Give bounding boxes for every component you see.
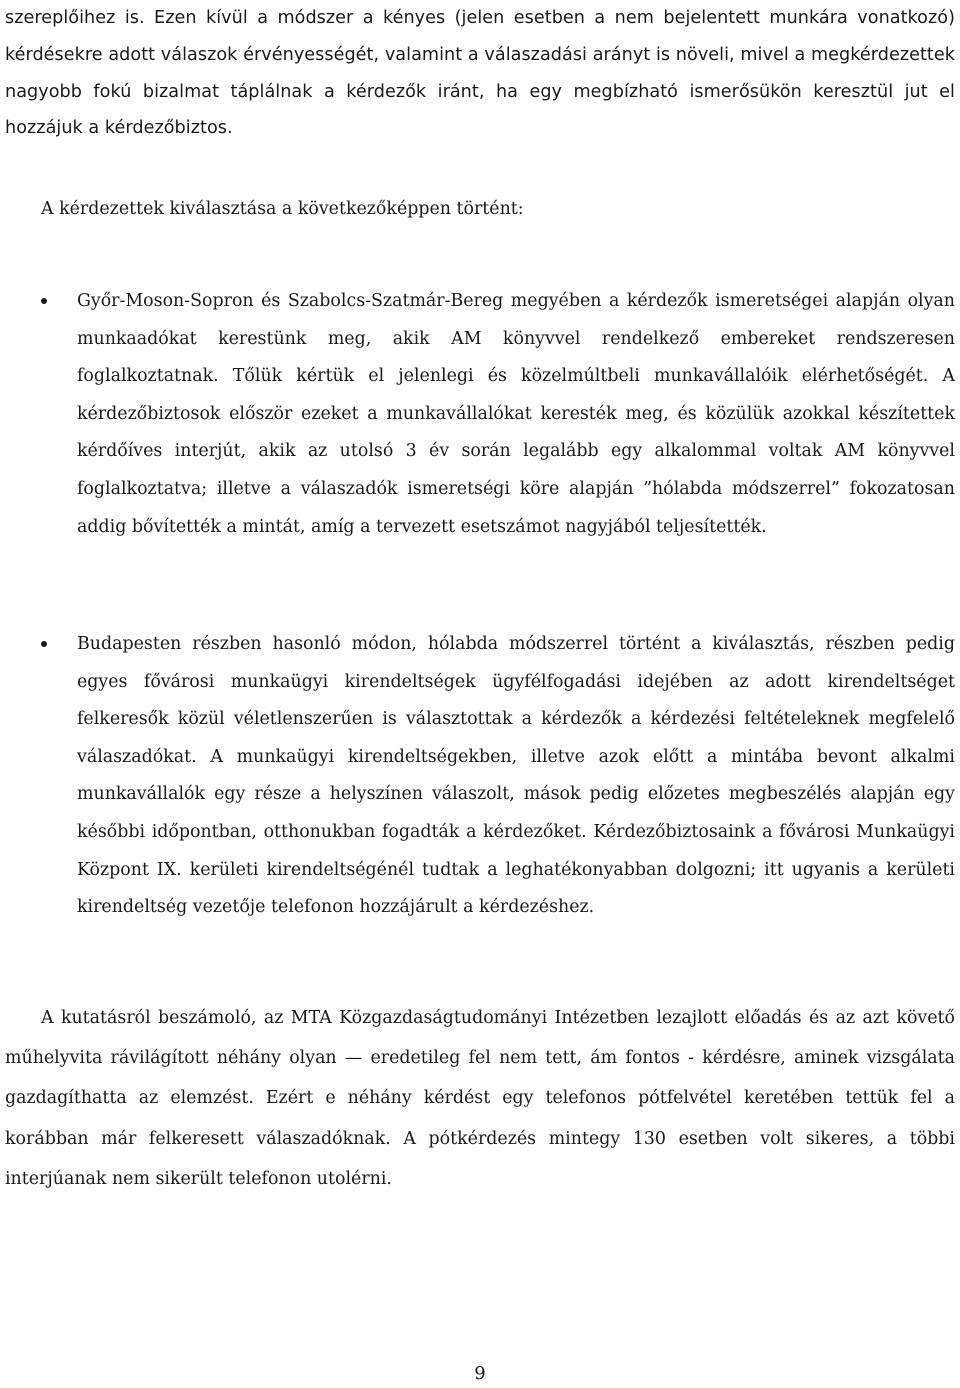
selection-heading: A kérdezettek kiválasztása a következőképpen történt: [41,199,524,219]
closing-paragraph: A kutatásról beszámoló, az MTA Közgazdaságtudományi Intézetben lezajlott előadás és az azt követő műhelyvita rávilágított néhány olyan — eredetileg fel nem tett, ám fontos - kérdésre, aminek vizsgálata gazdagíthatta az elemzést. Ezért e néhány kérdést egy telefonos pótfelvétel keretében tettük fel a korábban már felkeresett válaszadóknak. A pótkérdezés mintegy 130 esetben volt sikeres, a többi interjúanak nem sikerült telefonon utolérni. [5,1008,955,1189]
bullet-text: Győr-Moson-Sopron és Szabolcs-Szatmár-Bereg megyében a kérdezők ismeretségei alapján olyan munkaadókat kerestünk meg, akik AM könyvvel rendelkező embereket rendszeresen foglalkoztatnak. Tőlük kértük el jelenlegi és közelmúltbeli munkavállalóik elérhetőségét. A kérdezőbiztosok először ezeket a munkavállalókat keresték meg, és közülük azokkal készítettek kérdőíves interjút, akik az utolsó 3 év során legalább egy alkalommal voltak AM könyvvel foglalkoztatva; illetve a válaszadók ismeretségi köre alapján ”hólabda módszerrel” fokozatosan addig bővítették a mintát, amíg a tervezett esetszámot nagyjából teljesítették. [77,291,955,537]
bullet-text: Budapesten részben hasonló módon, hólabda módszerrel történt a kiválasztás, részben pedig egyes fővárosi munkaügyi kirendeltségek ügyfélfogadási idejében az adott kirendeltséget felkeresők közül véletlenszerűen is választottak a kérdezők a kérdezési feltételeknek megfelelő válaszadókat. A munkaügyi kirendeltségekben, illetve azok előtt a mintába bevont alkalmi munkavállalók egy része a helyszínen válaszolt, mások pedig előzetes megbeszélés alapján egy későbbi időpontban, otthonukban fogadták a kérdezőket. Kérdezőbiztosaink a fővárosi Munkaügyi Központ IX. kerületi kirendeltségénél tudtak a leghatékonyabban dolgozni; itt ugyanis a kerületi kirendeltség vezetője telefonon hozzájárult a kérdezéshez. [77,634,955,918]
bullet-icon [41,298,47,304]
bullet-icon [41,641,47,647]
page-number: 9 [474,1363,486,1384]
intro-paragraph: szereplőihez is. Ezen kívül a módszer a kényes (jelen esetben a nem bejelentett munkára vonatkozó) kérdésekre adott válaszok érvényességét, valamint a válaszadási arányt is növeli, mivel a megkérdezettek nagyobb fokú bizalmat táplálnak a kérdezők iránt, ha egy megbízható ismerősükön keresztül jut el hozzájuk a kérdezőbiztos. [5,8,955,139]
